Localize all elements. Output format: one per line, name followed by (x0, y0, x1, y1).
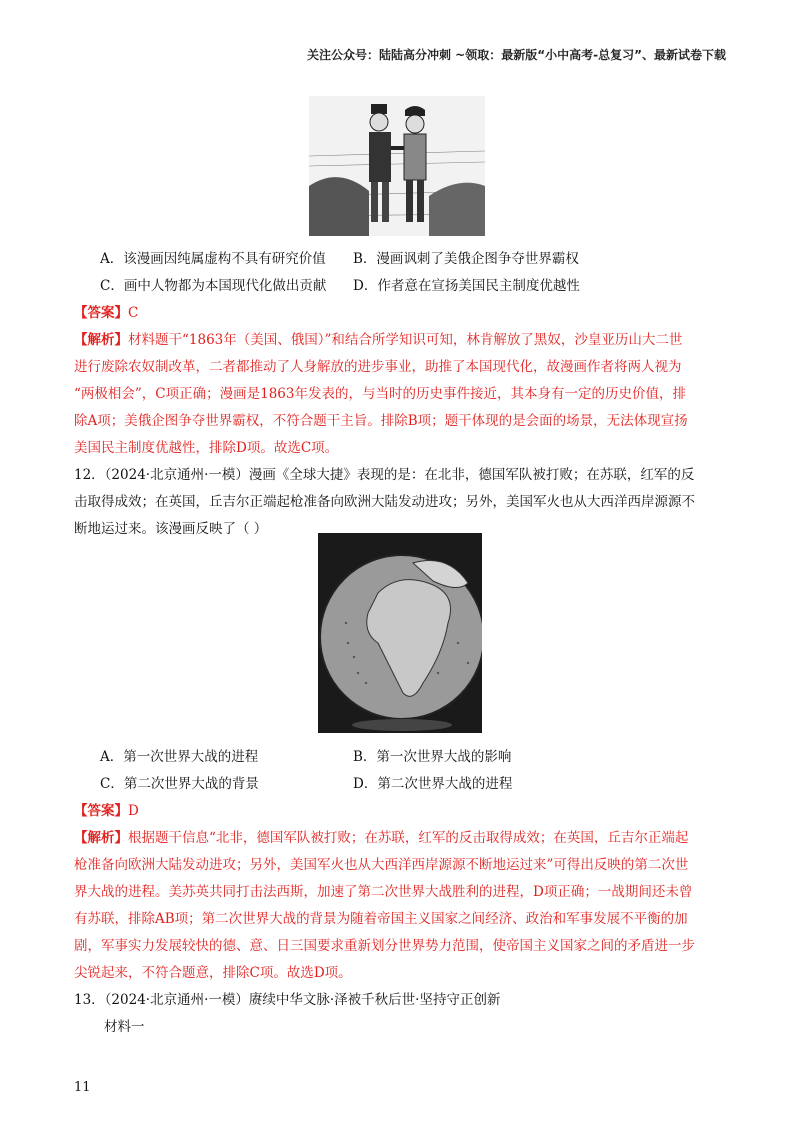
q12-analysis-line: 界大战的进程。美苏英共同打击法西斯，加速了第二次世界大战胜利的进程，D项正确；一战期间还未曾 (74, 884, 693, 900)
q12-analysis-line: 剧，军事实力发展较快的德、意、日三国要求重新划分世界势力范围，使帝国主义国家之间的矛盾进一步 (74, 938, 695, 954)
answer-tag: 【答案】 (74, 803, 128, 819)
q11-option-c: C．画中人物都为本国现代化做出贡献 (100, 278, 327, 294)
q13-stem: 13．（2024·北京通州·一模）赓续中华文脉·泽被千秋后世·坚持守正创新 (74, 992, 501, 1008)
q11-analysis-line: 进行废除农奴制改革，二者都推动了人身解放的进步事业，助推了本国现代化，故漫画作者将两人视为 (74, 359, 682, 375)
answer-tag: 【答案】 (74, 305, 128, 321)
q13-material-label: 材料一 (104, 1019, 145, 1035)
q11-option-d: D．作者意在宣扬美国民主制度优越性 (353, 278, 580, 294)
analysis-text: 材料题干“1863年（美国、俄国）”和结合所学知识可知，林肯解放了黑奴，沙皇亚历山大二世 (128, 332, 683, 348)
q12-analysis-line: 有苏联，排除AB项；第二次世界大战的背景为随着帝国主义国家之间经济、政治和军事发展不平衡的加 (74, 911, 688, 927)
q12-answer (74, 801, 139, 821)
q12-analysis-line (74, 828, 688, 848)
q12-option-c: C．第二次世界大战的背景 (100, 776, 259, 792)
q11-analysis-line: “两极相会”，C项正确；漫画是1863年发表的，与当时的历史事件接近，其本身有一定的历史价值，排 (74, 386, 686, 402)
q12-stem-line: 断地运过来。该漫画反映了（ ） (74, 521, 268, 537)
q12-option-d: D．第二次世界大战的进程 (353, 776, 513, 792)
q11-option-b: B．漫画讽刺了美俄企图争夺世界霸权 (353, 251, 579, 267)
q12-analysis-line: 尖锐起来，不符合题意，排除C项。故选D项。 (74, 965, 352, 981)
analysis-tag: 【解析】 (74, 830, 128, 846)
q12-analysis-line: 枪准备向欧洲大陆发动进攻；另外，美国军火也从大西洋西岸源源不断地运过来”可得出反映的第二次世 (74, 857, 689, 873)
globe-cartoon-image (318, 533, 482, 733)
q12-option-a: A．第一次世界大战的进程 (100, 749, 259, 765)
answer-value: D (128, 803, 139, 819)
analysis-text: 根据题干信息“北非，德国军队被打败；在苏联，红军的反击取得成效；在英国，丘吉尔正端起 (128, 830, 689, 846)
page-header: 关注公众号：陆陆高分冲刺 ~领取：最新版“小中高考-总复习”、最新试卷下载 (307, 48, 726, 62)
q11-analysis-line (74, 330, 682, 350)
q11-analysis-line: 美国民主制度优越性，排除D项。故选C项。 (74, 440, 339, 456)
q11-analysis-line: 除A项；美俄企图争夺世界霸权，不符合题干主旨。排除B项；题干体现的是会面的场景，无法体现宣扬 (74, 413, 688, 429)
q11-option-a: A．该漫画因纯属虚构不具有研究价值 (100, 251, 326, 267)
handshake-cartoon-image (309, 96, 485, 236)
answer-value: C (128, 305, 139, 321)
q11-answer (74, 303, 138, 323)
q12-stem-line: 12．（2024·北京通州·一模）漫画《全球大捷》表现的是：在北非，德国军队被打败；在苏联，红军的反 (74, 467, 695, 483)
q12-option-b: B．第一次世界大战的影响 (353, 749, 512, 765)
q12-stem-line: 击取得成效；在英国，丘吉尔正端起枪准备向欧洲大陆发动进攻；另外，美国军火也从大西洋西岸源源不 (74, 494, 695, 510)
page-number: 11 (74, 1080, 91, 1095)
analysis-tag: 【解析】 (74, 332, 128, 348)
